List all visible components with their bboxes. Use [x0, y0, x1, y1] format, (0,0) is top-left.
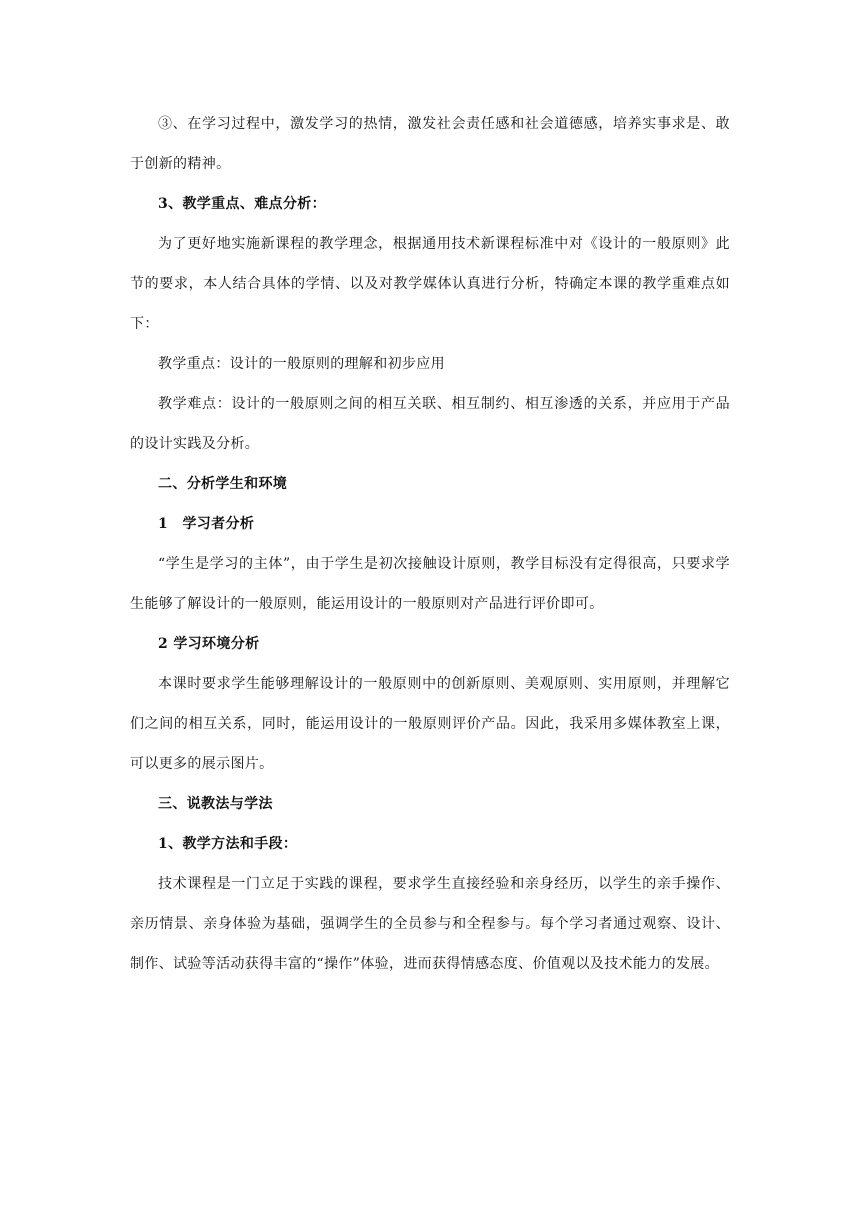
document-body [130, 104, 730, 984]
paragraph-attitude-goal: ③、在学习过程中，激发学习的热情，激发社会责任感和社会道德感，培养实事求是、敢于创新的精神。 [130, 116, 730, 172]
heading-environment-analysis: 2 学习环境分析 [158, 636, 260, 652]
heading-key-difficult-points: 3、教学重点、难点分析： [158, 196, 326, 212]
heading-learner-analysis: 1 学习者分析 [158, 516, 255, 532]
heading-students-environment: 二、分析学生和环境 [158, 476, 288, 492]
paragraph-learner-analysis: “学生是学习的主体”，由于学生是初次接触设计原则，教学目标没有定得很高，只要求学生能够了解设计的一般原则，能运用设计的一般原则对产品进行评价即可。 [130, 556, 730, 612]
paragraph-environment-analysis: 本课时要求学生能够理解设计的一般原则中的创新原则、美观原则、实用原则，并理解它们之间的相互关系，同时，能运用设计的一般原则评价产品。因此，我采用多媒体教室上课，可以更多的展示图片。 [130, 676, 730, 772]
paragraph-key-points-intro: 为了更好地实施新课程的教学理念，根据通用技术新课程标准中对《设计的一般原则》此节的要求，本人结合具体的学情、以及对教学媒体认真进行分析，特确定本课的教学重难点如下： [130, 236, 730, 332]
paragraph-methods-means: 技术课程是一门立足于实践的课程，要求学生直接经验和亲身经历，以学生的亲手操作、亲历情景、亲身体验为基础，强调学生的全员参与和全程参与。每个学习者通过观察、设计、制作、试验等活动获得丰富的“操作”体验，进而获得情感态度、价值观以及技术能力的发展。 [130, 876, 730, 972]
paragraph-difficult-point: 教学难点：设计的一般原则之间的相互关联、相互制约、相互渗透的关系，并应用于产品的设计实践及分析。 [130, 396, 730, 452]
paragraph-key-point: 教学重点：设计的一般原则的理解和初步应用 [158, 356, 445, 372]
heading-teaching-methods: 三、说教法与学法 [158, 796, 273, 812]
heading-methods-means: 1、教学方法和手段： [158, 836, 298, 852]
